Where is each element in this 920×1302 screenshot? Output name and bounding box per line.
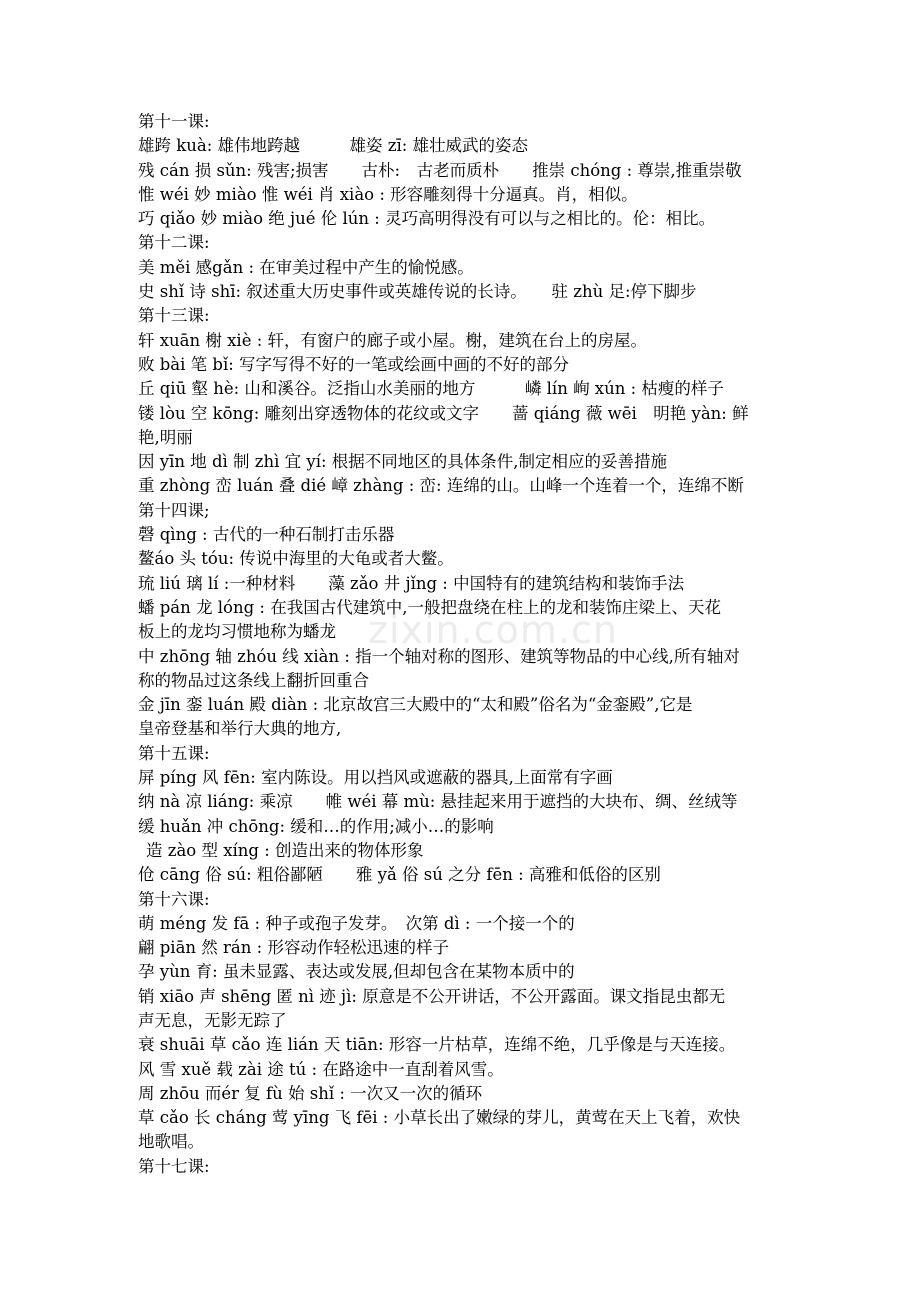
vocab-line: 称的物品过这条线上翻折回重合 <box>138 670 369 690</box>
vocab-line: 美 měi 感gǎn : 在审美过程中产生的愉悦感。 <box>138 257 474 277</box>
lesson-heading-12: 第十二课: <box>138 233 210 253</box>
vocab-line: 雄跨 kuà: 雄伟地跨越 雄姿 zī: 雄壮威武的姿态 <box>138 136 529 156</box>
lesson-heading-11: 第十一课: <box>138 112 210 131</box>
vocab-line: 蟠 pán 龙 lóng : 在我国古代建筑中,一般把盘绕在柱上的龙和装饰庄梁上、天花 <box>138 597 721 617</box>
vocab-line: 败 bài 笔 bǐ: 写字写得不好的一笔或绘画中画的不好的部分 <box>138 354 570 374</box>
vocab-line: 惟 wéi 妙 miào 惟 wéi 肖 xiào : 形容雕刻得十分逼真。肖，相似。 <box>138 184 638 204</box>
vocab-line: 周 zhōu 而ér 复 fù 始 shǐ : 一次又一次的循环 <box>138 1083 483 1103</box>
vocab-line: 重 zhòng 峦 luán 叠 dié 嶂 zhàng : 峦: 连绵的山。山峰一个连着一个，连绵不断 <box>138 476 744 496</box>
vocab-line: 磬 qìng : 古代的一种石制打击乐器 <box>138 525 395 545</box>
vocab-line: 史 shǐ 诗 shī: 叙述重大历史事件或英雄传说的长诗。 驻 zhù 足:停下脚步 <box>138 282 697 302</box>
vocab-line: 鳌áo 头 tóu: 传说中海里的大龟或者大鳖。 <box>138 549 454 569</box>
vocab-line: 缓 huǎn 冲 chōng: 缓和…的作用;减小…的影响 <box>138 816 494 836</box>
vocab-line: 衰 shuāi 草 cǎo 连 lián 天 tiān: 形容一片枯草，连绵不绝，几乎像是与天连接。 <box>138 1035 736 1055</box>
lesson-heading-17: 第十七课: <box>138 1156 210 1176</box>
vocab-line: 板上的龙均习惯地称为蟠龙 <box>138 622 336 642</box>
vocab-line: 因 yīn 地 dì 制 zhì 宜 yí: 根据不同地区的具体条件,制定相应的妥善措施 <box>138 452 668 472</box>
watermark: zixin.com.cn <box>368 608 618 652</box>
vocab-line: 伧 cāng 俗 sú: 粗俗鄙陋 雅 yǎ 俗 sú 之分 fēn : 高雅和低俗的区别 <box>138 865 661 885</box>
lesson-heading-13: 第十三课: <box>138 306 210 326</box>
vocab-line: 琉 liú 璃 lí :一种材料 藻 zǎo 井 jǐng : 中国特有的建筑结构和装饰手法 <box>138 573 685 593</box>
document-body <box>138 110 788 1179</box>
vocab-line: 皇帝登基和举行大典的地方, <box>138 719 342 739</box>
vocab-line: 屏 píng 风 fēn: 室内陈设。用以挡风或遮蔽的器具,上面常有字画 <box>138 768 613 788</box>
vocab-line: 销 xiāo 声 shēng 匿 nì 迹 jì: 原意是不公开讲话，不公开露面。课文指昆虫都无 <box>138 986 726 1006</box>
vocab-line: 中 zhōng 轴 zhóu 线 xiàn : 指一个轴对称的图形、建筑等物品的中心线,所有轴对 <box>138 646 740 666</box>
vocab-line: 丘 qiū 壑 hè: 山和溪谷。泛指山水美丽的地方 嶙 lín 峋 xún : 枯瘦的样子 <box>138 379 724 399</box>
vocab-line: 萌 méng 发 fā : 种子或孢子发芽。 次第 dì : 一个接一个的 <box>138 913 575 933</box>
vocab-line: 地歌唱。 <box>138 1132 204 1152</box>
vocab-line: 草 cǎo 长 cháng 莺 yīng 飞 fēi : 小草长出了嫩绿的芽儿，黄莺在天上飞着，欢快 <box>138 1108 741 1128</box>
lesson-heading-14: 第十四课; <box>138 500 210 520</box>
vocab-line: 声无息，无影无踪了 <box>138 1010 287 1030</box>
vocab-line: 巧 qiǎo 妙 miào 绝 jué 伦 lún : 灵巧高明得没有可以与之相比的。伦：相比。 <box>138 209 716 229</box>
vocab-line: 轩 xuān 榭 xiè : 轩，有窗户的廊子或小屋。榭，建筑在台上的房屋。 <box>138 330 648 350</box>
vocab-line: 孕 yùn 育: 虽未显露、表达或发展,但却包含在某物本质中的 <box>138 962 575 982</box>
vocab-line: 镂 lòu 空 kōng: 雕刻出穿透物体的花纹或文字 蔷 qiáng 薇 wēi 明艳 yàn: 鲜 <box>138 403 749 423</box>
lesson-heading-16: 第十六课: <box>138 889 210 909</box>
vocab-line: 金 jīn 銮 luán 殿 diàn : 北京故宫三大殿中的“太和殿”俗名为“金銮殿”,它是 <box>138 695 693 715</box>
vocab-line: 风 雪 xuě 载 zài 途 tú : 在路途中一直刮着风雪。 <box>138 1059 504 1079</box>
vocab-line: 残 cán 损 sǔn: 残害;损害 古朴: 古老而质朴 推崇 chóng : 尊崇,推重崇敬 <box>138 160 742 180</box>
vocab-line: 翩 piān 然 rán : 形容动作轻松迅速的样子 <box>138 938 449 958</box>
vocab-line: 造 zào 型 xíng : 创造出来的物体形象 <box>146 840 424 860</box>
lesson-heading-15: 第十五课: <box>138 743 210 763</box>
vocab-line: 纳 nà 凉 liáng: 乘凉 帷 wéi 幕 mù: 悬挂起来用于遮挡的大块布、绸、丝绒等 <box>138 792 738 812</box>
vocab-line: 艳,明丽 <box>138 427 193 447</box>
